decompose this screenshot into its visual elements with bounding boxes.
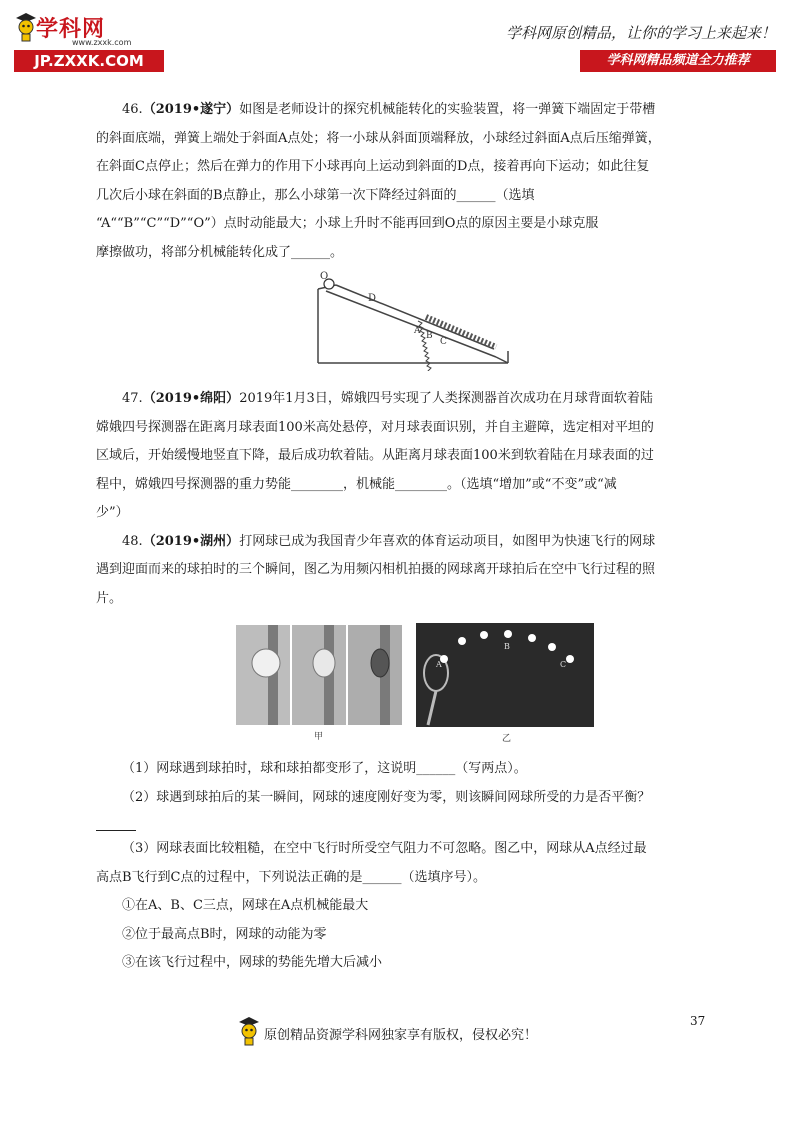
- option: ①在A、B、C三点，网球在A点机械能最大: [122, 898, 369, 913]
- question-line: 2019年1月3日，嫦娥四号实现了人类探测器首次成功在月球背面软着陆: [239, 391, 653, 406]
- figure-yi: [416, 623, 594, 744]
- sub-question: （2）球遇到球拍后的某一瞬间，网球的速度刚好变为零，则该瞬间网球所受的力是否平衡？: [122, 789, 651, 805]
- figure-label: C: [440, 337, 447, 347]
- zxxk-logo: [14, 12, 164, 74]
- question-47: [96, 385, 708, 528]
- question-46: [96, 96, 708, 371]
- mascot-icon: [14, 12, 38, 42]
- mascot-icon: [236, 1016, 262, 1046]
- incline-spring-figure: [96, 271, 708, 371]
- question-number: 46.: [122, 102, 143, 117]
- figure-label: B: [426, 331, 433, 341]
- figure-label: O: [320, 271, 329, 282]
- question-line: 摩擦做功，将部分机械能转化成了______。: [96, 244, 344, 260]
- figure-label: C: [560, 660, 567, 669]
- option: ②位于最高点B时，网球的动能为零: [122, 926, 327, 942]
- question-source: （2019•湖州）: [142, 533, 240, 549]
- figure-caption: 乙: [502, 734, 512, 744]
- sub-question: （3）网球表面比较粗糙，在空中飞行时所受空气阻力不可忽略。图乙中，网球从A点经过最: [122, 841, 647, 856]
- page-number: 37: [690, 1014, 706, 1028]
- page-header: [0, 0, 800, 80]
- channel-banner: 学科网精品频道全力推荐: [580, 50, 776, 72]
- option: ③在该飞行过程中，网球的势能先增大后减小: [122, 955, 383, 970]
- question-line: 程中，嫦娥四号探测器的重力势能________，机械能________。（选填“增加”或“不变”或“减: [96, 476, 617, 492]
- page-content: [96, 96, 708, 978]
- sub-question: 高点B飞行到C点的过程中，下列说法正确的是______（选填序号）。: [96, 869, 487, 885]
- sub-question: （1）网球遇到球拍时，球和球拍都变形了，这说明______（写两点）。: [122, 761, 527, 776]
- figure-label: B: [504, 642, 510, 651]
- question-line: 在斜面C点停止；然后在弹力的作用下小球再向上运动到斜面的D点，接着再向下运动；如此往复: [96, 159, 650, 174]
- tennis-figures: [96, 621, 708, 745]
- logo-sub: www.zxxk.com: [72, 38, 132, 47]
- question-line: 片。: [96, 590, 123, 606]
- question-number: 47.: [122, 391, 143, 406]
- question-line: “A““B”“C”“D”“O”）点时动能最大；小球上升时不能再回到O点的原因主要是小球克服: [96, 216, 599, 231]
- question-source: （2019•遂宁）: [142, 102, 240, 117]
- figure-label: A: [414, 326, 421, 336]
- slogan: 学科网原创精品，让你的学习上来起来！: [505, 24, 776, 42]
- logo-url: JP.ZXXK.COM: [14, 50, 164, 72]
- figure-caption: 甲: [314, 732, 324, 742]
- question-line: 少”）: [96, 505, 129, 520]
- question-48: [96, 528, 708, 978]
- question-source: （2019•绵阳）: [142, 391, 240, 406]
- footer-copyright: 原创精品资源学科网独家享有版权，侵权必究！: [264, 1028, 538, 1043]
- question-line: 区域后，开始缓慢地竖直下降，最后成功软着陆。从距离月球表面100米到软着陆在月球表面的过: [96, 448, 654, 463]
- figure-label: D: [368, 293, 377, 304]
- question-line: 的斜面底端，弹簧上端处于斜面A点处；将一小球从斜面顶端释放，小球经过斜面A点后压缩弹簧，: [96, 130, 661, 146]
- question-number: 48.: [122, 533, 143, 549]
- figure-label: A: [436, 660, 442, 669]
- question-line: 嫦娥四号探测器在距离月球表面100米高处悬停，对月球表面识别，并自主避障，选定相对平坦的: [96, 419, 654, 435]
- question-line: 遇到迎面而来的球拍时的三个瞬间，图乙为用频闪相机拍摄的网球离开球拍后在空中飞行过程的照: [96, 562, 656, 577]
- question-line: 如图是老师设计的探究机械能转化的实验装置，将一弹簧下端固定于带槽: [239, 102, 656, 117]
- figure-jia: [236, 625, 402, 742]
- logo-name: 学科网: [36, 17, 106, 42]
- question-line: 几次后小球在斜面的B点静止，那么小球第一次下降经过斜面的______（选填: [96, 187, 535, 203]
- answer-blank: [96, 812, 136, 831]
- question-line: 打网球已成为我国青少年喜欢的体育运动项目，如图甲为快速飞行的网球: [239, 533, 656, 549]
